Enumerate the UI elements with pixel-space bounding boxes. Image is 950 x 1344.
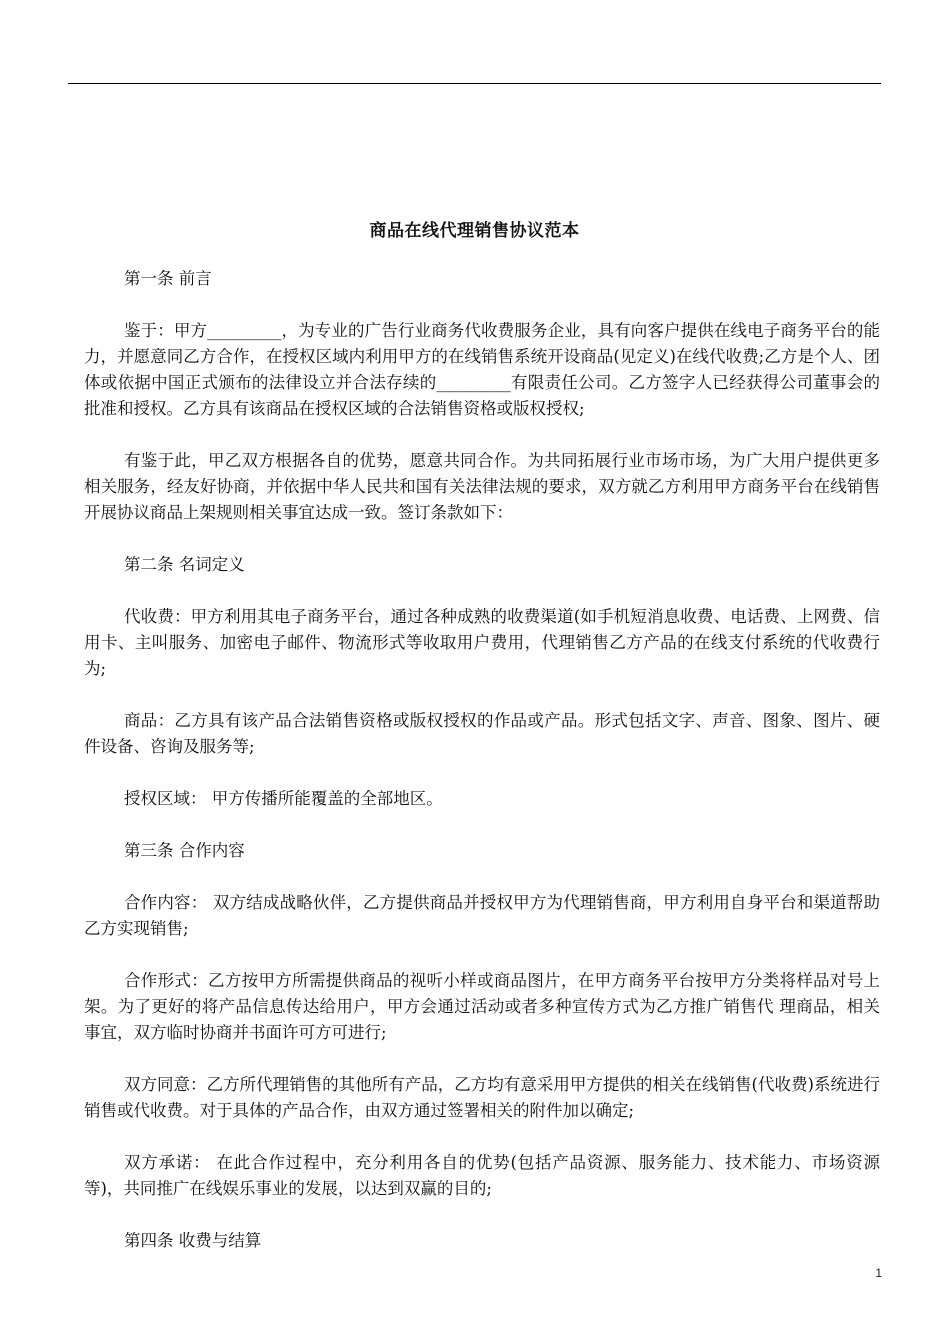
paragraph-gap	[84, 812, 880, 838]
section-heading-1: 第一条 前言	[124, 269, 212, 288]
paragraph-cooperation-form: 合作形式：乙方按甲方所需提供商品的视听小样或商品图片，在甲方商务平台按甲方分类将样品对号上架。为了更好的将产品信息传达给用户，甲方会通过活动或者多种宣传方式为乙方推广销售代 理商品，相关事宜，双方临时协商并书面许可方可进行;	[84, 971, 880, 1042]
paragraph-gap	[84, 526, 880, 552]
paragraph-gap	[84, 422, 880, 448]
paragraph-preamble-whereas: 鉴于：甲方_________，为专业的广告行业商务代收费服务企业，具有向客户提供在线电子商务平台的能力，并愿意同乙方合作，在授权区域内利用甲方的在线销售系统开设商品(见定义)在线代收费;乙方是个人、团体或依据中国正式颁布的法律设立并合法存续的_________有限责任公司。乙方签字人已经获得公司董事会的批准和授权。乙方具有该商品在授权区域的合法销售资格或版权授权;	[84, 321, 880, 418]
paragraph-cooperation-content: 合作内容： 双方结成战略伙伴，乙方提供商品并授权甲方为代理销售商，甲方利用自身平台和渠道帮助 乙方实现销售;	[84, 893, 880, 938]
paragraph-gap	[84, 864, 880, 890]
section-heading-2: 第二条 名词定义	[124, 555, 245, 574]
page-number: 1	[875, 1266, 882, 1280]
paragraph-gap	[84, 292, 880, 318]
paragraph-preamble-agreement: 有鉴于此，甲乙双方根据各自的优势，愿意共同合作。为共同拓展行业市场市场，为广大用户提供更多相关服务，经友好协商，并依据中华人民共和国有关法律法规的要求，双方就乙方利用甲方商务平台在线销售开展协议商品上架规则相关事宜达成一致。签订条款如下：	[84, 451, 880, 522]
paragraph-gap	[84, 1046, 880, 1072]
paragraph-gap	[84, 682, 880, 708]
section-heading-3: 第三条 合作内容	[124, 841, 245, 860]
document-body	[84, 266, 880, 1254]
paragraph-definition-goods: 商品：乙方具有该产品合法销售资格或版权授权的作品或产品。形式包括文字、声音、图象、图片、硬件设备、咨询及服务等;	[84, 711, 880, 756]
paragraph-gap	[84, 1202, 880, 1228]
paragraph-gap	[84, 1124, 880, 1150]
paragraph-mutual-commitment: 双方承诺： 在此合作过程中，充分利用各自的优势(包括产品资源、服务能力、技术能力、市场资源等)，共同推广在线娱乐事业的发展，以达到双赢的目的;	[84, 1153, 880, 1198]
paragraph-definition-region: 授权区域： 甲方传播所能覆盖的全部地区。	[124, 789, 443, 808]
header-rule	[68, 83, 881, 84]
document-title: 商品在线代理销售协议范本	[369, 221, 580, 241]
paragraph-gap	[84, 760, 880, 786]
section-heading-4: 第四条 收费与结算	[124, 1231, 262, 1250]
paragraph-definition-collection: 代收费：甲方利用其电子商务平台，通过各种成熟的收费渠道(如手机短消息收费、电话费、上网费、信用卡、主叫服务、加密电子邮件、物流形式等收取用户费用，代理销售乙方产品的在线支付系统的代收费行为;	[84, 607, 880, 678]
paragraph-gap	[84, 578, 880, 604]
paragraph-gap	[84, 942, 880, 968]
paragraph-mutual-agreement: 双方同意：乙方所代理销售的其他所有产品，乙方均有意采用甲方提供的相关在线销售(代收费)系统进行销售或代收费。对于具体的产品合作，由双方通过签署相关的附件加以确定;	[84, 1075, 880, 1120]
